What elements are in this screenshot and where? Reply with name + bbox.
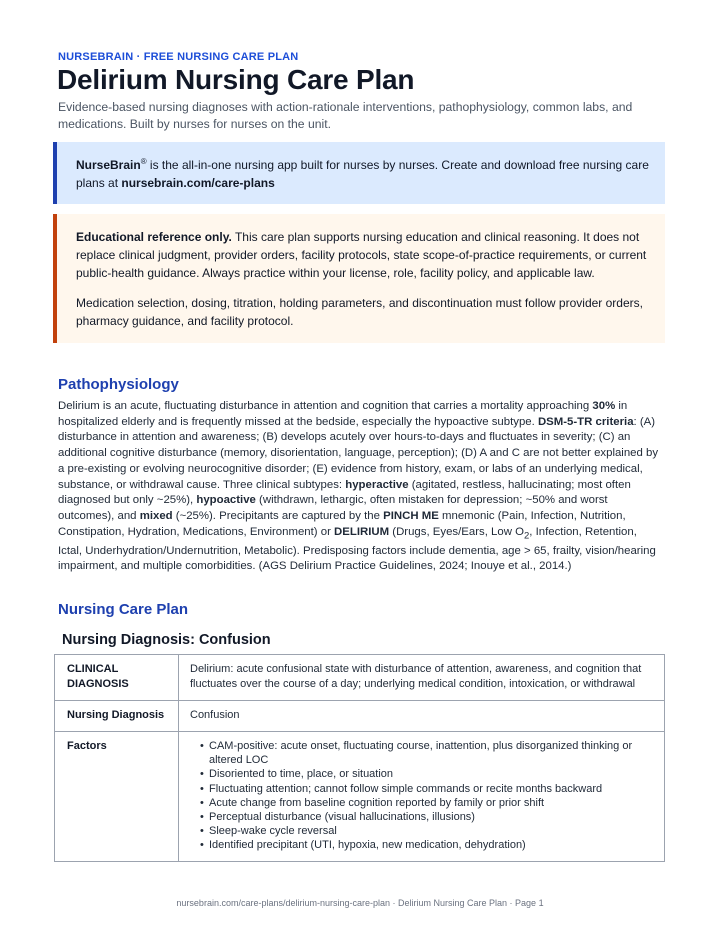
factors-value [179, 732, 665, 862]
clinical-diagnosis-label: CLINICAL DIAGNOSIS [55, 655, 179, 701]
patho-text-3: : (A) disturbance in attention and awareness; (B) develops acutely over hours-to-days and fluctuates in severity; (C) an additional cognitive disturbance (memory, disorientation, language, perception); (D) A and C are not better explained by a pre-existing or evolving neurocognitive disorder; (E) evidence from history, exam, or labs of an underlying medical, substance, or withdrawal cause. Three clinical subtypes: [58, 415, 659, 491]
patho-bold-delirium: DELIRIUM [334, 525, 390, 538]
list-item: • Disoriented to time, place, or situation [200, 767, 654, 781]
diagnosis-heading: Nursing Diagnosis: Confusion [62, 632, 271, 648]
page-footer: nursebrain.com/care-plans/delirium-nursing-care-plan · Delirium Nursing Care Plan · Page 1 [176, 898, 544, 908]
list-item: • Identified precipitant (UTI, hypoxia, new medication, dehydration) [200, 838, 654, 852]
patho-bold-hypoactive: hypoactive [196, 494, 256, 507]
page-title: Delirium Nursing Care Plan [57, 64, 415, 95]
patho-bold-mixed: mixed [139, 509, 173, 522]
patho-text-5: (withdrawn, lethargic, often mistaken for depression; ~50% and worst outcomes), and [58, 494, 608, 522]
eyebrow-label: NURSEBRAIN · FREE NURSING CARE PLAN [58, 51, 299, 63]
promo-link[interactable]: nursebrain.com/care-plans [121, 176, 275, 190]
patho-text-7: mnemonic (Pain, Infection, Nutrition, Constipation, Hydration, Medications, Environment) or [58, 509, 626, 538]
table-row [55, 701, 665, 732]
patho-subscript: 2 [523, 529, 530, 541]
nursing-diagnosis-label: Nursing Diagnosis [55, 701, 179, 732]
page-subtitle: Evidence-based nursing diagnoses with action-rationale interventions, pathophysiology, common labs, and medications. Built by nurses for nurses on the unit. [58, 100, 633, 131]
medication-disclaimer: Medication selection, dosing, titration, holding parameters, and discontinuation must follow provider orders, pharmacy guidance, and facility protocol. [76, 296, 643, 328]
patho-text-2: in hospitalized elderly and is frequently missed at the bedside, especially the hypoactive subtype. [58, 400, 628, 428]
factors-label: Factors [55, 732, 179, 862]
patho-bold-pinchme: PINCH ME [383, 509, 439, 522]
patho-bold-hyperactive: hyperactive [345, 478, 409, 491]
list-item: • Fluctuating attention; cannot follow simple commands or recite months backward [200, 782, 654, 796]
patho-bold-mortality: 30% [592, 400, 616, 412]
disclaimer-paragraph [76, 228, 649, 282]
promo-text: is the all-in-one nursing app built for nurses by nurses. Create and download free nursing care plans at [76, 158, 649, 190]
patho-text-6: (~25%). Precipitants are captured by the [172, 509, 384, 522]
pathophysiology-heading: Pathophysiology [58, 376, 179, 393]
clinical-diagnosis-value: Delirium: acute confusional state with disturbance of attention, awareness, and cognition that fluctuates over the course of a day; underlying medical condition, intoxication, or withdrawal [179, 655, 665, 701]
care-plan-heading: Nursing Care Plan [58, 601, 189, 618]
promo-callout [53, 142, 665, 204]
list-item: • Acute change from baseline cognition reported by family or prior shift [200, 796, 654, 810]
table-row [55, 655, 665, 701]
disclaimer-lead: Educational reference only. [76, 230, 232, 244]
promo-brand: NurseBrain [76, 158, 141, 172]
patho-bold-dsm: DSM-5-TR criteria [537, 415, 634, 428]
disclaimer-text: This care plan supports nursing education and clinical reasoning. It does not replace clinical judgment, provider orders, facility protocols, state scope-of-practice requirements, or current public-health guidance. Always practice within your license, role, facility policy, and applicable law. [76, 230, 647, 280]
list-item: • Perceptual disturbance (visual hallucinations, illusions) [200, 810, 654, 824]
pathophysiology-text [58, 399, 664, 575]
patho-text-8: (Drugs, Eyes/Ears, Low O [389, 525, 524, 538]
registered-mark: ® [140, 157, 147, 166]
factors-list [190, 739, 654, 853]
care-plan-table [54, 654, 665, 862]
list-item: • Sleep-wake cycle reversal [200, 824, 654, 838]
nursing-diagnosis-value: Confusion [179, 701, 665, 732]
patho-text-1: Delirium is an acute, fluctuating disturbance in attention and cognition that carries a mortality approaching [58, 400, 593, 412]
patho-text-9: , Infection, Retention, Ictal, Underhydration/Undernutrition, Metabolic). Predisposing factors include dementia, age > 65, frailty, vision/hearing impairment, and multiple comorbidities. (AGS Delirium Practice Guidelines, 2024; Inouye et al., 2014.) [58, 525, 656, 573]
list-item: • CAM-positive: acute onset, fluctuating course, inattention, plus disorganized thinking or altered LOC [200, 739, 654, 767]
table-row [55, 732, 665, 862]
patho-text-4: (agitated, restless, hallucinating; most often diagnosed but only ~25%), [58, 478, 631, 507]
disclaimer-callout [53, 214, 665, 343]
